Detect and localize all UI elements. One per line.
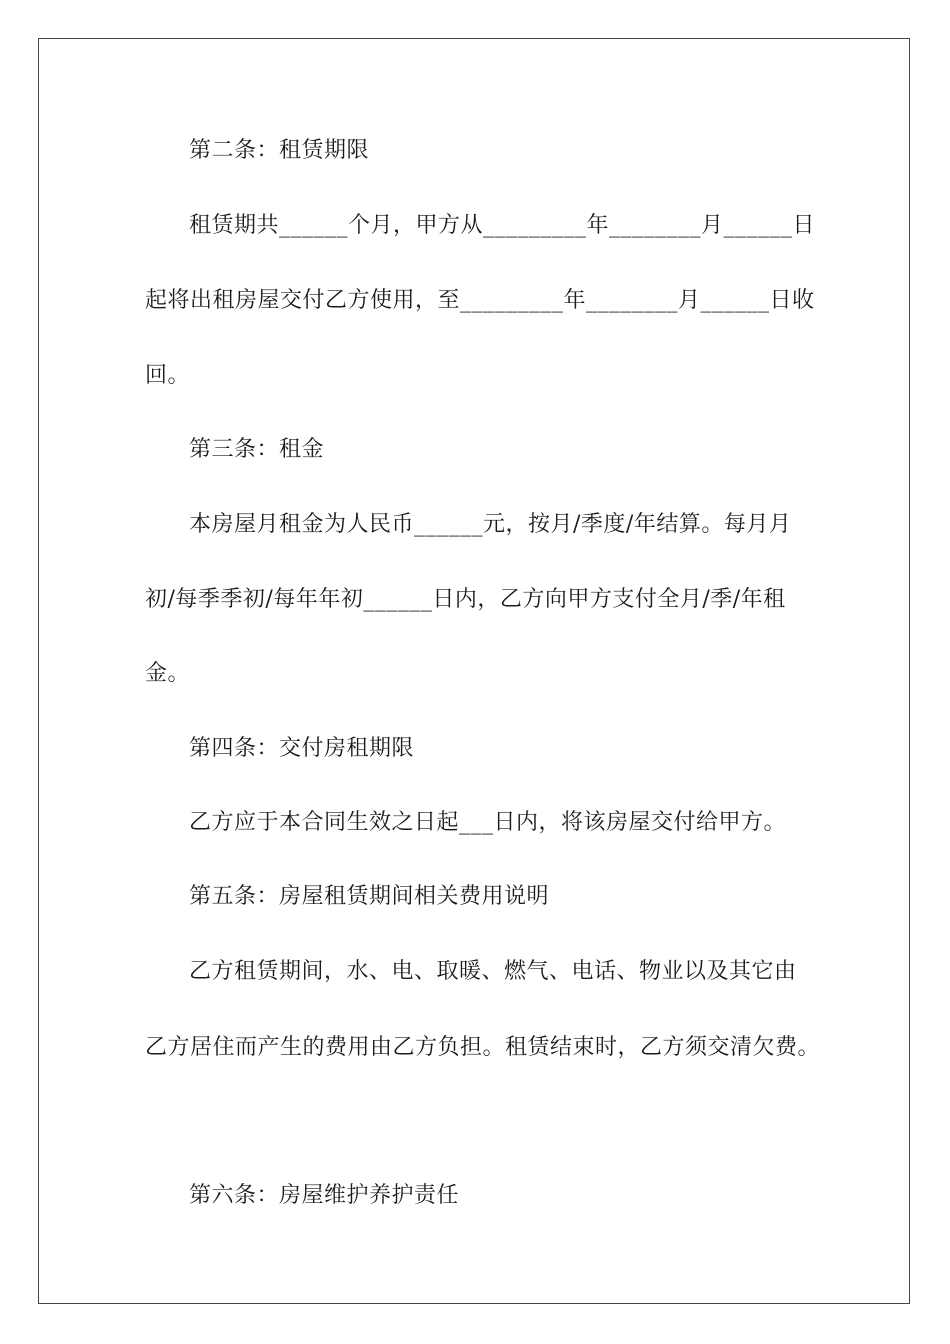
clause-4-heading: 第四条：交付房租期限 [189, 736, 415, 761]
clause-5-text-line-1: 乙方租赁期间，水、电、取暖、燃气、电话、物业以及其它由 [189, 959, 797, 984]
clause-2-text-line-2: 起将出租房屋交付乙方使用，至_________年________月______日收 [145, 288, 815, 313]
clause-2-text-line-3: 回。 [145, 363, 191, 388]
clause-5-text-line-2: 乙方居住而产生的费用由乙方负担。租赁结束时，乙方须交清欠费。 [145, 1035, 821, 1060]
clause-3-text-line-1: 本房屋月租金为人民币______元，按月/季度/年结算。每月月 [189, 512, 792, 537]
clause-3-text-line-3: 金。 [145, 661, 191, 686]
clause-2-text-line-1: 租赁期共______个月，甲方从_________年________月______日 [189, 213, 816, 238]
clause-5-heading: 第五条：房屋租赁期间相关费用说明 [189, 884, 550, 909]
clause-3-heading: 第三条：租金 [189, 437, 325, 462]
clause-2-heading: 第二条：租赁期限 [189, 138, 370, 163]
clause-6-heading: 第六条：房屋维护养护责任 [189, 1183, 460, 1208]
clause-3-text-line-2: 初/每季季初/每年年初______日内，乙方向甲方支付全月/季/年租 [145, 587, 786, 612]
clause-4-text: 乙方应于本合同生效之日起___日内，将该房屋交付给甲方。 [189, 810, 787, 835]
